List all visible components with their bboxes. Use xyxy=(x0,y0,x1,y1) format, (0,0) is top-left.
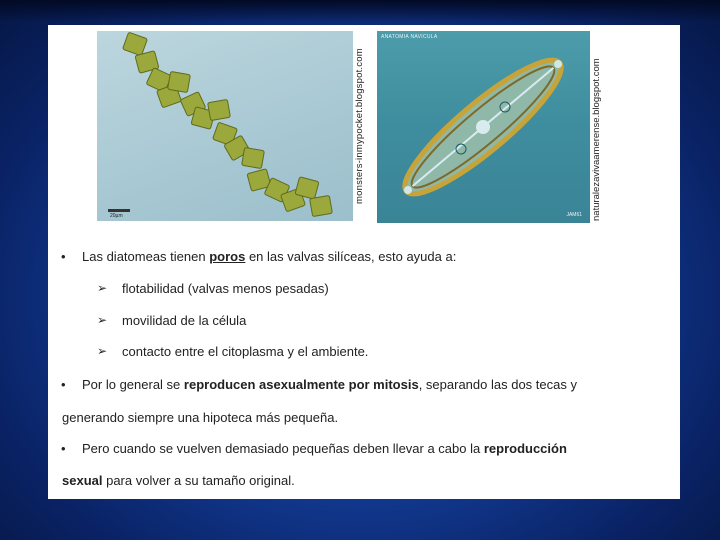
bullet-3-line-2: sexual para volver a su tamaño original. xyxy=(62,473,295,488)
arrow-marker: ➢ xyxy=(97,344,108,358)
scale-bar xyxy=(108,209,130,212)
right-image-credit: naturalezavivaamerense.blogspot.com xyxy=(591,58,602,222)
right-image-mark: JAM61 xyxy=(566,212,582,218)
navicula-drawing xyxy=(377,31,590,223)
arrow-marker: ➢ xyxy=(97,313,108,327)
subitem-2: movilidad de la célula xyxy=(122,313,247,328)
bullet-marker: • xyxy=(61,249,66,264)
diatom-chain-micrograph xyxy=(97,31,353,221)
bullet-marker: • xyxy=(61,377,66,392)
scale-label: 20µm xyxy=(110,213,123,219)
bullet-2-line-2: generando siempre una hipoteca más pequeña. xyxy=(62,410,339,425)
subitem-3: contacto entre el citoplasma y el ambiente. xyxy=(122,344,369,359)
bullet-marker: • xyxy=(61,441,66,456)
bullet-1: Las diatomeas tienen poros en las valvas silíceas, esto ayuda a: xyxy=(82,249,457,264)
bullet-2-line-1: Por lo general se reproducen asexualmente por mitosis, separando las dos tecas y xyxy=(82,377,577,392)
content-panel xyxy=(48,25,680,499)
arrow-marker: ➢ xyxy=(97,281,108,295)
right-image-caption: ANATOMIA NAVICULA xyxy=(381,34,438,40)
navicula-micrograph xyxy=(377,31,590,223)
left-image-credit: monsters-inmypocket.blogspot.com xyxy=(354,48,365,204)
bullet-3-line-1: Pero cuando se vuelven demasiado pequeñas deben llevar a cabo la reproducción xyxy=(82,441,567,456)
diatom-chain-drawing xyxy=(97,31,353,221)
subitem-1: flotabilidad (valvas menos pesadas) xyxy=(122,281,329,296)
slide-top-shade xyxy=(0,0,720,22)
